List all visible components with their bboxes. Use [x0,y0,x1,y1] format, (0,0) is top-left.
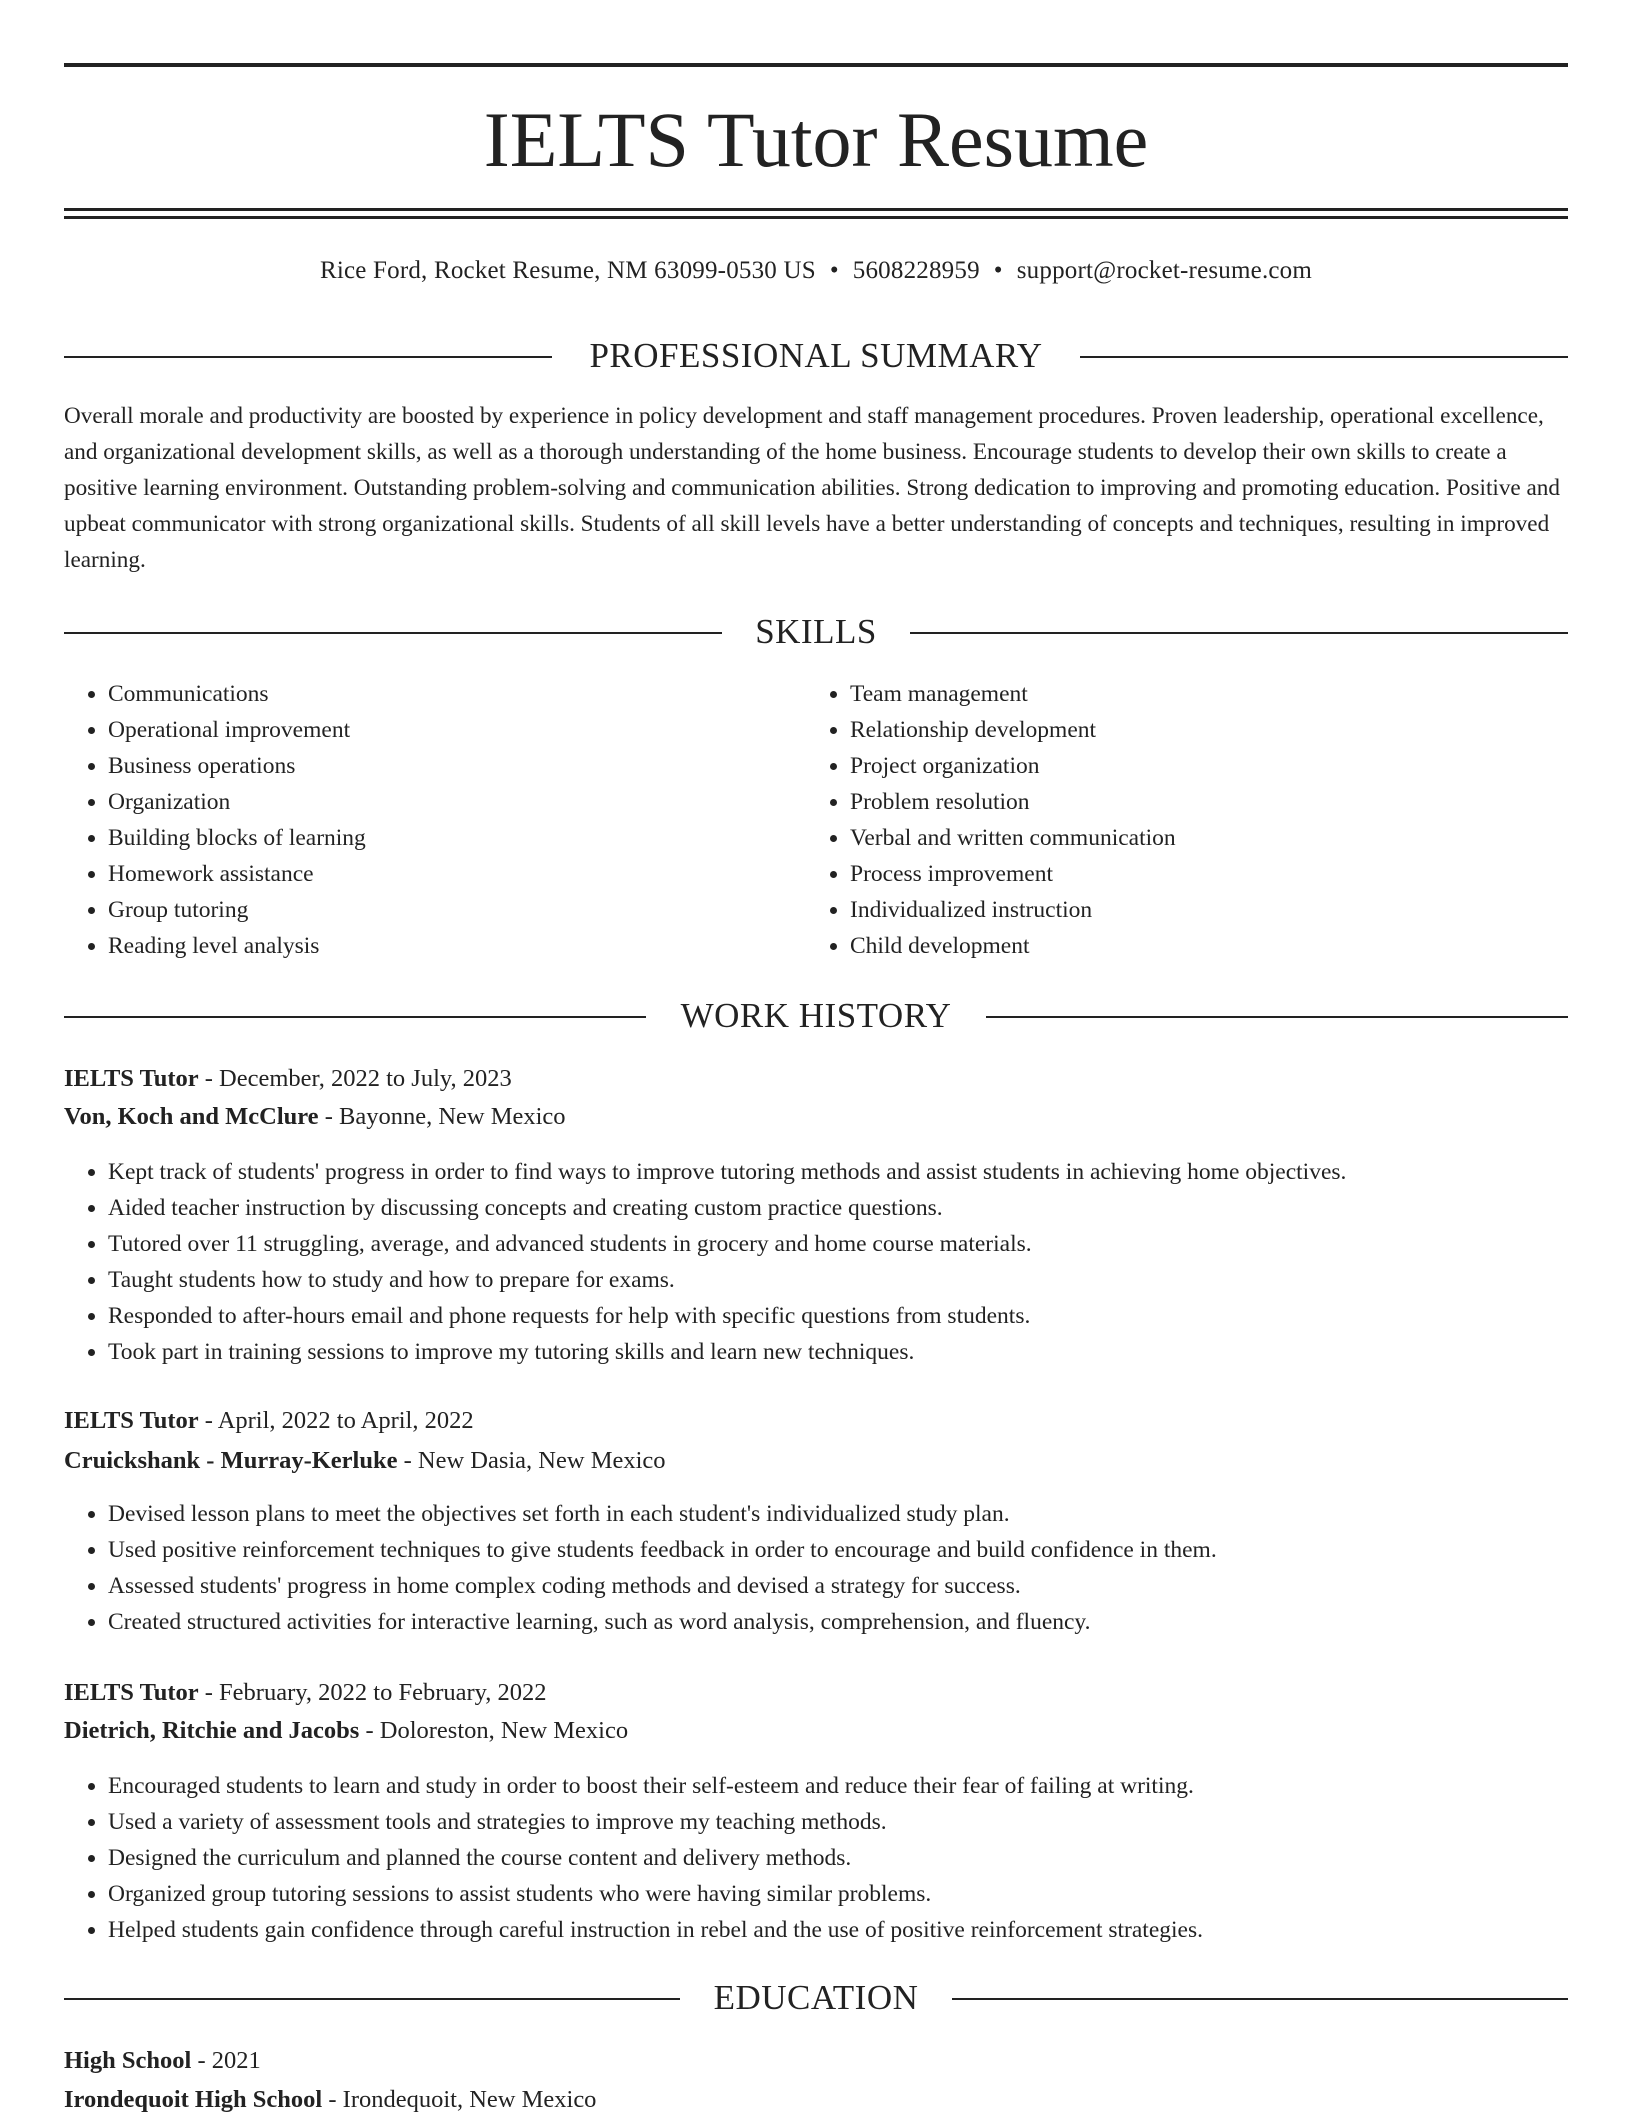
job-location: Bayonne, New Mexico [338,1103,566,1130]
duty-item: • Kept track of students' progress in order to find ways to improve tutoring methods and assist students in achieving home objectives. [108,1154,1568,1190]
duty-item: • Taught students how to study and how to prepare for exams. [108,1262,1568,1298]
job-title: IELTS Tutor [64,1679,199,1706]
duty-item: • Took part in training sessions to improve my tutoring skills and learn new techniques. [108,1334,1568,1370]
skill-item: • Problem resolution [850,784,1550,820]
job-title: IELTS Tutor [64,1407,199,1434]
dash: - [204,1407,213,1434]
duty-item: • Organized group tutoring sessions to assist students who were having similar problems. [108,1876,1568,1912]
skill-item: • Communications [108,676,808,712]
duty-item: • Encouraged students to learn and study in order to boost their self-esteem and reduce their fear of failing at writing. [108,1768,1568,1804]
job-company: Cruickshank - Murray-Kerluke [64,1447,398,1474]
skill-item: • Business operations [108,748,808,784]
job-dates: April, 2022 to April, 2022 [217,1407,474,1434]
top-rule [64,63,1568,67]
dash: - [328,2086,337,2113]
job-location: New Dasia, New Mexico [417,1447,666,1474]
duty-item: • Aided teacher instruction by discussing concepts and creating custom practice questions. [108,1190,1568,1226]
skill-item: • Individualized instruction [850,892,1550,928]
section-title-work: WORK HISTORY [680,996,952,1035]
education-year: 2021 [211,2047,261,2074]
job-duties-list [64,1768,1568,1948]
dash: - [204,1065,213,1092]
skill-item: • Verbal and written communication [850,820,1550,856]
skill-item: • Homework assistance [108,856,808,892]
dash: - [324,1103,333,1130]
skill-item: • Operational improvement [108,712,808,748]
job-company: Dietrich, Ritchie and Jacobs [64,1717,360,1744]
section-header-work [64,996,1568,1036]
job-company: Von, Koch and McClure [64,1103,319,1130]
duty-item: • Used positive reinforcement techniques to give students feedback in order to encourage and build confidence in them. [108,1532,1568,1568]
job-dates: February, 2022 to February, 2022 [219,1679,547,1706]
job-company-line [64,1714,1568,1748]
skill-item: • Building blocks of learning [108,820,808,856]
skill-item: • Relationship development [850,712,1550,748]
section-header-skills [64,612,1568,652]
duty-item: • Helped students gain confidence through careful instruction in rebel and the use of positive reinforcement strategies. [108,1912,1568,1948]
title-rule-upper [64,208,1568,211]
job-duties-list [64,1154,1568,1370]
resume-title: IELTS Tutor Resume [483,96,1149,183]
duty-item: • Created structured activities for interactive learning, such as word analysis, comprehension, and fluency. [108,1604,1568,1640]
contact-address: Rice Ford, Rocket Resume, NM 63099-0530 US [319,257,816,284]
dash: - [197,2047,206,2074]
job-company-line [64,1100,1568,1134]
job-title-line [64,1676,1568,1710]
education-degree: High School [64,2047,192,2074]
section-title-skills: SKILLS [755,612,877,651]
dash: - [365,1717,374,1744]
duty-item: • Assessed students' progress in home complex coding methods and devised a strategy for success. [108,1568,1568,1604]
duty-item: • Tutored over 11 struggling, average, and advanced students in grocery and home course materials. [108,1226,1568,1262]
duty-item: • Devised lesson plans to meet the objectives set forth in each student's individualized study plan. [108,1496,1568,1532]
duty-item: • Designed the curriculum and planned the course content and delivery methods. [108,1840,1568,1876]
dash: - [403,1447,412,1474]
contact-line [64,254,1568,288]
education-degree-line [64,2044,1568,2078]
job-title: IELTS Tutor [64,1065,199,1092]
skill-item: • Project organization [850,748,1550,784]
duty-item: • Responded to after-hours email and phone requests for help with specific questions from students. [108,1298,1568,1334]
section-title-summary: PROFESSIONAL SUMMARY [589,336,1043,375]
education-school: Irondequoit High School [64,2086,323,2113]
skill-item: • Organization [108,784,808,820]
skill-item: • Reading level analysis [108,928,808,964]
skill-item: • Group tutoring [108,892,808,928]
skill-item: • Child development [850,928,1550,964]
dash: - [204,1679,213,1706]
title-rule-lower [64,216,1568,219]
duty-item: • Used a variety of assessment tools and strategies to improve my teaching methods. [108,1804,1568,1840]
job-title-line [64,1062,1568,1096]
education-location: Irondequoit, New Mexico [342,2086,597,2113]
summary-paragraph: Overall morale and productivity are boosted by experience in policy development and staff management procedures. Proven leadership, operational excellence, and organizational development skills, as well as a thorough understanding of the home business. Encourage students to develop their own skills to create a positive learning environment. Outstanding problem-solving and communication abilities. Strong dedication to improving and promoting education. Positive and upbeat communicator with strong organizational skills. Students of all skill levels have a better understanding of concepts and techniques, resulting in improved learning. [64,403,1560,573]
contact-email: support@rocket-resume.com [1016,257,1313,284]
job-title-line [64,1404,1568,1438]
skill-item: • Process improvement [850,856,1550,892]
skills-list-right [806,676,1550,964]
contact-separator: • [829,257,839,284]
job-duties-list [64,1496,1568,1640]
section-header-summary [64,336,1568,376]
job-company-line [64,1444,1568,1478]
skill-item: • Team management [850,676,1550,712]
section-header-education [64,1978,1568,2018]
skills-list-left [64,676,808,964]
contact-separator: • [993,257,1003,284]
section-title-education: EDUCATION [713,1978,919,2017]
contact-phone: 5608228959 [852,257,980,284]
job-location: Doloreston, New Mexico [379,1717,629,1744]
job-dates: December, 2022 to July, 2023 [219,1065,512,1092]
